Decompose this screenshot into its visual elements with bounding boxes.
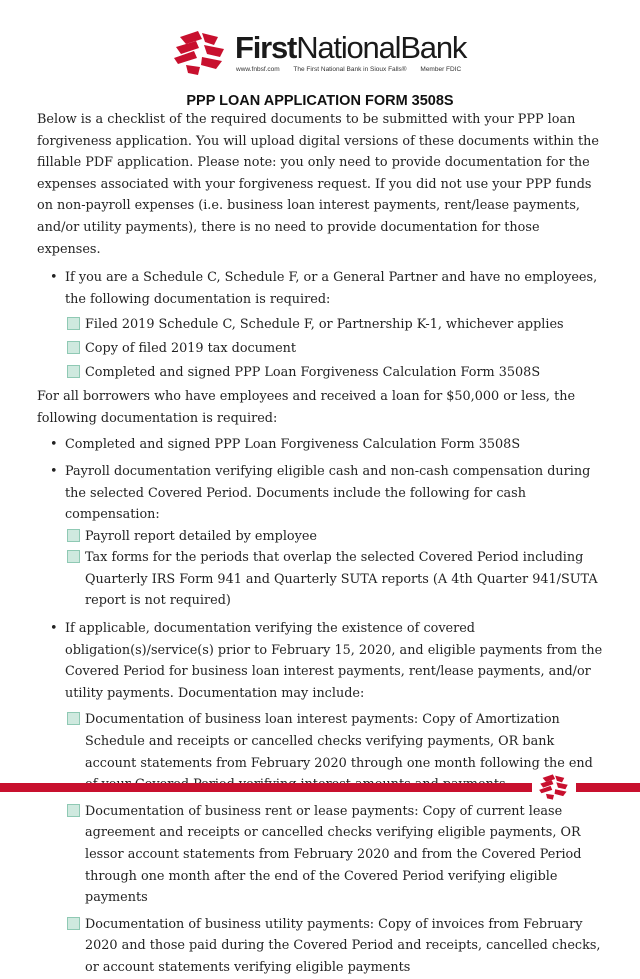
checklist-item: Documentation of business rent or lease payments: Copy of current lease agreement and receipts or cancelled checks verifying eligible payments, OR lessor account statements from February 2020 and from the Covered Period through one month after the end of the Covered Period verifying eligible payments xyxy=(37,801,607,909)
checkbox[interactable] xyxy=(67,917,80,930)
checkbox[interactable] xyxy=(67,365,80,378)
brand-tagline xyxy=(236,66,473,73)
page-title: PPP LOAN APPLICATION FORM 3508S xyxy=(186,93,454,109)
bullet-icon: • xyxy=(50,270,58,286)
checkbox[interactable] xyxy=(67,341,80,354)
checkbox[interactable] xyxy=(67,712,80,725)
section2-intro: For all borrowers who have employees and received a loan for $50,000 or less, the following documentation is required: xyxy=(37,389,576,426)
checklist-item: Tax forms for the periods that overlap the selected Covered Period including Quarterly IRS Form 941 and Quarterly SUTA reports (A 4th Quarter 941/SUTA report is not required) xyxy=(37,547,607,612)
checklist-item: Filed 2019 Schedule C, Schedule F, or Partnership K-1, whichever applies xyxy=(37,314,607,336)
fnb-logo-icon xyxy=(172,29,228,77)
checklist-item: Documentation of business utility payments: Copy of invoices from February 2020 and those paid during the Covered Period and receipts, cancelled checks, or account statements verifying eligible payments xyxy=(37,914,607,979)
bullet-icon: • xyxy=(50,437,58,453)
list-item: • If you are a Schedule C, Schedule F, or a General Partner and have no employees, the following documentation is required: xyxy=(37,267,607,310)
checklist-item: Copy of filed 2019 tax document xyxy=(37,338,607,360)
tagline-text: The First National Bank in Sioux Falls® xyxy=(293,66,407,73)
checklist-item: Documentation of business loan interest payments: Copy of Amortization Schedule and receipts or cancelled checks verifying payments, OR bank account statements from February 2020 through one month following the end xyxy=(37,709,607,795)
list-item: • Payroll documentation verifying eligible cash and non-cash compensation during the selected Covered Period. Documents include the following for cash compensation: xyxy=(37,461,607,526)
intro-paragraph: Below is a checklist of the required documents to be submitted with your PPP loan forgiveness application. You will upload digital versions of these documents within the fillable PDF application. Please note: you only need to provide documentation for the expenses associated with your forgiveness request. If you did not use your PPP funds on non-payroll expenses (i.e. business loan interest payments, rent/lease payments, and/or utility payments), there is no need to provide documentation for those expenses. xyxy=(37,112,599,257)
member-fdic: Member FDIC xyxy=(420,66,462,73)
checkbox[interactable] xyxy=(67,529,80,542)
checkbox[interactable] xyxy=(67,804,80,817)
bullet-icon: • xyxy=(50,463,58,479)
footer-bar xyxy=(0,783,532,792)
document-body xyxy=(37,109,607,979)
list-item: • If applicable, documentation verifying the existence of covered obligation(s)/service(s) prior to February 15, 2020, and eligible payments from the Covered Period for business loan interest payments, rent/lease payments, and/or utility payments. Documentation may include: xyxy=(37,618,607,704)
header xyxy=(0,26,640,76)
bullet-icon: • xyxy=(50,621,58,637)
checkbox[interactable] xyxy=(67,550,80,563)
website-link[interactable]: www.fnbsf.com xyxy=(236,66,280,73)
list-item: • Completed and signed PPP Loan Forgiveness Calculation Form 3508S xyxy=(37,434,607,456)
fnb-logo-small-icon xyxy=(538,772,570,802)
checklist-item: Completed and signed PPP Loan Forgiveness Calculation Form 3508S xyxy=(37,362,607,384)
brand-name: FirstNationalBank xyxy=(235,30,467,65)
checklist-item: Payroll report detailed by employee xyxy=(37,526,607,548)
checkbox[interactable] xyxy=(67,317,80,330)
footer-bar xyxy=(576,783,640,792)
